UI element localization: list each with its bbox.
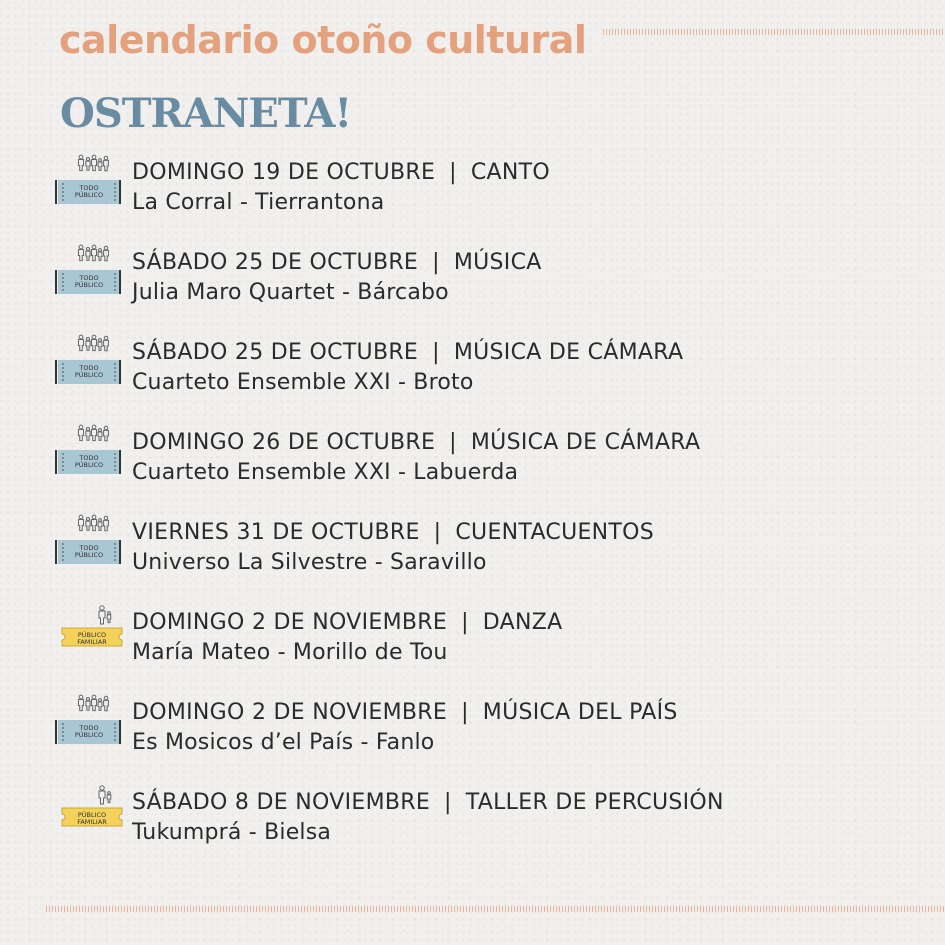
event-item bbox=[0, 700, 945, 786]
audience-ticket-icon bbox=[54, 508, 126, 576]
page-title: calendario otoño cultural bbox=[59, 18, 587, 62]
people-group-icon bbox=[78, 245, 108, 261]
people-group-icon bbox=[78, 155, 108, 171]
event-detail: María Mateo - Morillo de Tou bbox=[132, 640, 448, 665]
audience-badge-text: PÚBLICO bbox=[74, 731, 104, 739]
event-item bbox=[0, 790, 945, 876]
parent-child-icon bbox=[99, 606, 111, 624]
event-date: VIERNES 31 DE OCTUBRE bbox=[132, 520, 420, 545]
audience-badge-text: TODO bbox=[79, 184, 99, 192]
audience-badge-text: TODO bbox=[79, 364, 99, 372]
event-detail: La Corral - Tierrantona bbox=[132, 190, 385, 215]
event-detail: Cuarteto Ensemble XXI - Labuerda bbox=[132, 460, 519, 485]
event-heading bbox=[132, 250, 542, 275]
event-heading bbox=[132, 700, 678, 725]
event-category: MÚSICA DE CÁMARA bbox=[453, 340, 684, 365]
audience-badge-text: PÚBLICO bbox=[77, 631, 107, 639]
audience-badge-text: PÚBLICO bbox=[77, 811, 107, 819]
event-item bbox=[0, 610, 945, 696]
audience-badge-text: PÚBLICO bbox=[74, 191, 104, 199]
event-separator: | bbox=[432, 250, 440, 275]
event-separator: | bbox=[449, 430, 457, 455]
event-category: CUENTACUENTOS bbox=[455, 520, 655, 545]
event-heading bbox=[132, 520, 654, 545]
audience-ticket-icon bbox=[54, 778, 126, 846]
event-separator: | bbox=[461, 700, 469, 725]
audience-ticket-icon bbox=[54, 598, 126, 666]
audience-badge-text: PÚBLICO bbox=[74, 281, 104, 289]
event-item bbox=[0, 160, 945, 246]
event-item bbox=[0, 430, 945, 516]
event-detail: Tukumprá - Bielsa bbox=[132, 820, 332, 845]
audience-ticket-icon bbox=[54, 328, 126, 396]
audience-ticket-icon bbox=[54, 688, 126, 756]
audience-badge-text: PÚBLICO bbox=[74, 371, 104, 379]
audience-badge-text: TODO bbox=[79, 454, 99, 462]
event-separator: | bbox=[449, 160, 457, 185]
people-group-icon bbox=[78, 515, 108, 531]
event-heading bbox=[132, 430, 700, 455]
event-heading bbox=[132, 340, 683, 365]
event-category: CANTO bbox=[470, 160, 551, 185]
event-date: DOMINGO 2 DE NOVIEMBRE bbox=[132, 610, 448, 635]
parent-child-icon bbox=[99, 786, 111, 804]
event-heading bbox=[132, 610, 562, 635]
audience-ticket-icon bbox=[54, 418, 126, 486]
event-item bbox=[0, 250, 945, 336]
audience-ticket-icon bbox=[54, 238, 126, 306]
event-date: DOMINGO 19 DE OCTUBRE bbox=[132, 160, 436, 185]
event-category: MÚSICA DEL PAÍS bbox=[482, 700, 678, 725]
audience-badge-text: FAMILIAR bbox=[77, 638, 107, 646]
audience-badge-text: PÚBLICO bbox=[74, 461, 104, 469]
event-separator: | bbox=[433, 520, 442, 545]
event-detail: Julia Maro Quartet - Bárcabo bbox=[132, 280, 449, 305]
event-date: SÁBADO 25 DE OCTUBRE bbox=[132, 340, 419, 365]
event-category: MÚSICA DE CÁMARA bbox=[470, 430, 701, 455]
event-category: DANZA bbox=[482, 610, 563, 635]
event-detail: Universo La Silvestre - Saravillo bbox=[132, 550, 487, 575]
audience-badge-text: PÚBLICO bbox=[74, 551, 104, 559]
audience-badge-text: TODO bbox=[79, 544, 99, 552]
bottom-dotted-divider bbox=[46, 906, 945, 912]
event-separator: | bbox=[444, 790, 452, 815]
event-category: MÚSICA bbox=[453, 250, 542, 275]
event-item bbox=[0, 340, 945, 426]
event-detail: Es Mosicos d’el País - Fanlo bbox=[132, 730, 435, 755]
event-date: SÁBADO 8 DE NOVIEMBRE bbox=[132, 790, 431, 815]
event-date: DOMINGO 26 DE OCTUBRE bbox=[132, 430, 436, 455]
audience-badge-text: FAMILIAR bbox=[77, 818, 107, 826]
event-separator: | bbox=[461, 610, 469, 635]
people-group-icon bbox=[78, 335, 108, 351]
event-date: DOMINGO 2 DE NOVIEMBRE bbox=[132, 700, 448, 725]
event-date: SÁBADO 25 DE OCTUBRE bbox=[132, 250, 419, 275]
audience-badge-text: TODO bbox=[79, 724, 99, 732]
organizer-heading: OSTRANETA! bbox=[60, 90, 351, 137]
people-group-icon bbox=[78, 425, 108, 441]
event-category: TALLER DE PERCUSIÓN bbox=[465, 790, 724, 815]
event-item bbox=[0, 520, 945, 606]
audience-ticket-icon bbox=[54, 148, 126, 216]
people-group-icon bbox=[78, 695, 108, 711]
event-heading bbox=[132, 160, 550, 185]
event-detail: Cuarteto Ensemble XXI - Broto bbox=[132, 370, 474, 395]
audience-badge-text: TODO bbox=[79, 274, 99, 282]
event-separator: | bbox=[432, 340, 440, 365]
event-heading bbox=[132, 790, 724, 815]
